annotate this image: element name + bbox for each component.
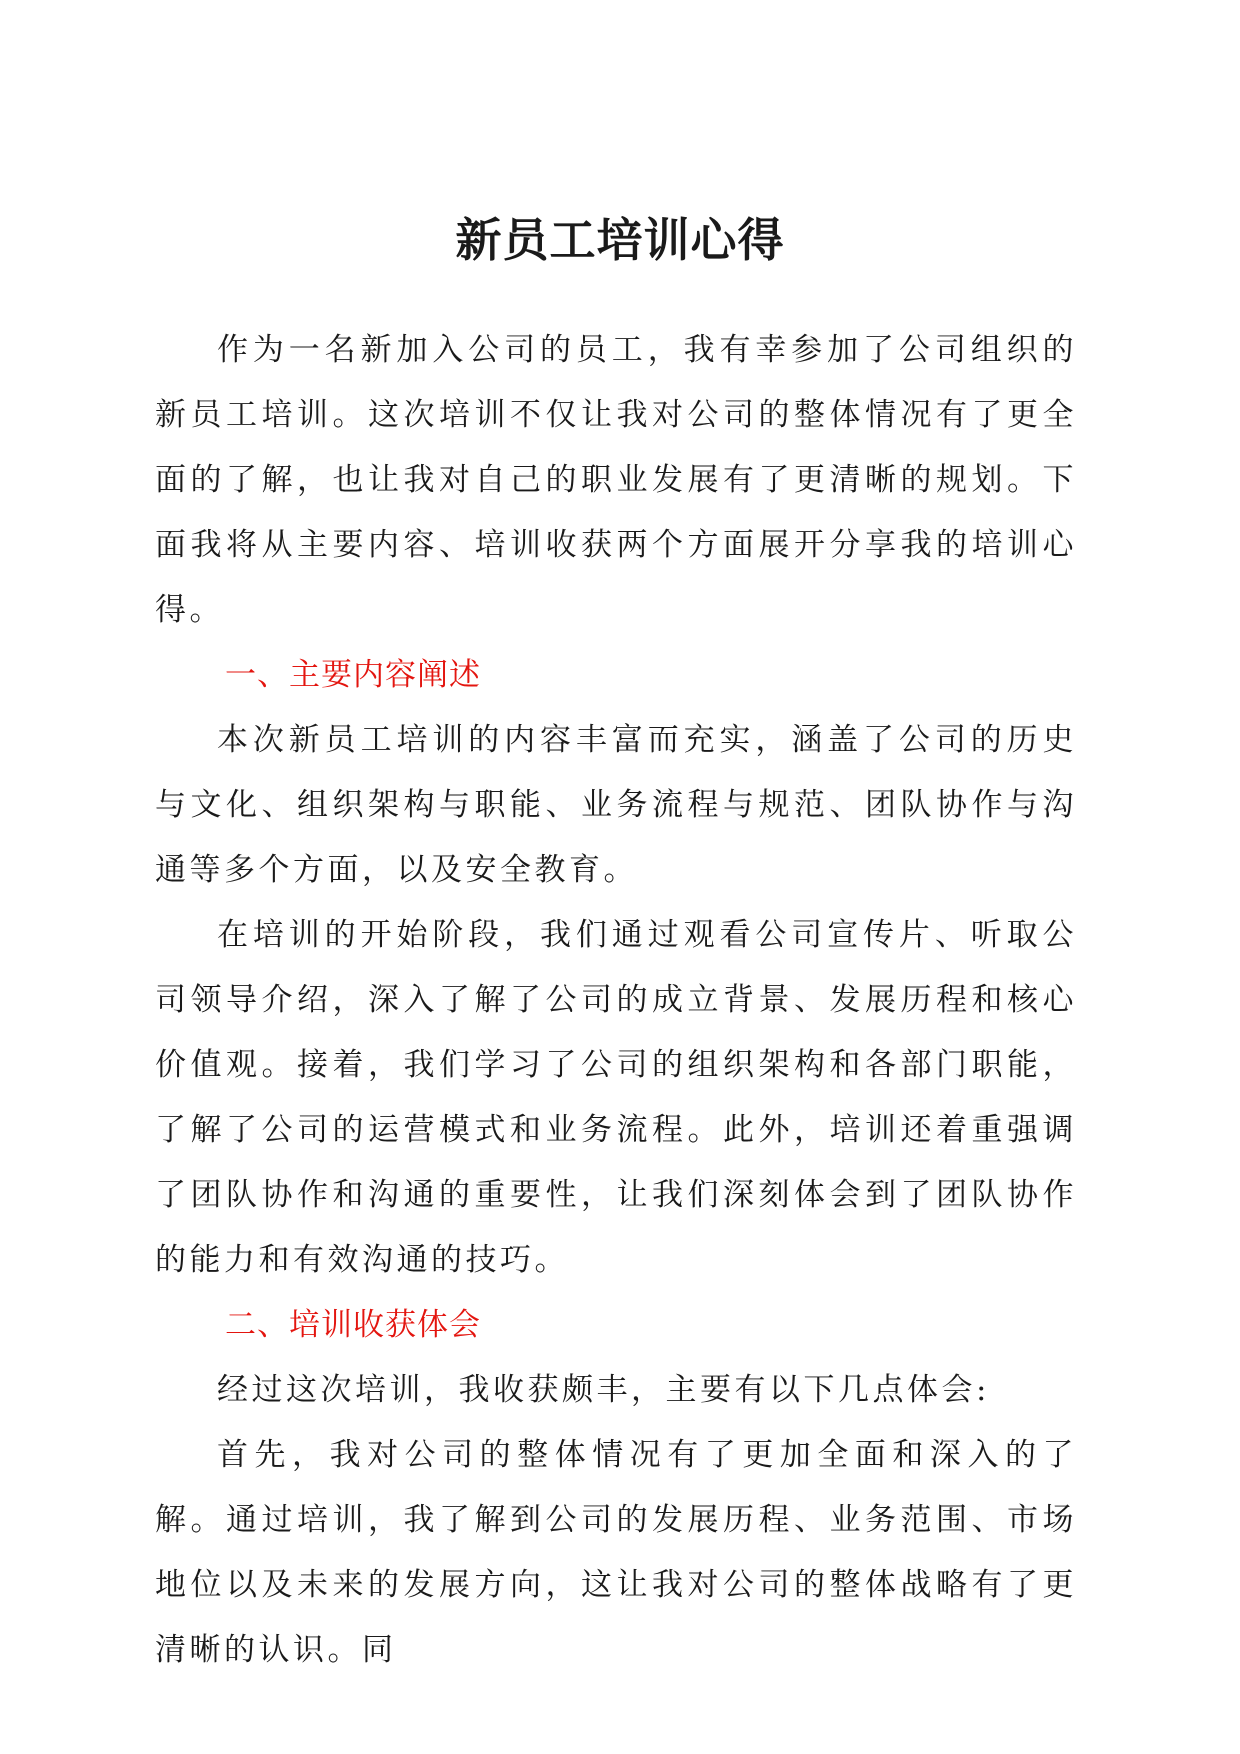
section-heading-main-content: 一、主要内容阐述 <box>225 657 481 693</box>
paragraph: 经过这次培训，我收获颇丰，主要有以下几点体会: <box>217 1372 990 1408</box>
paragraph: 在培训的开始阶段，我们通过观看公司宣传片、听取公司领导介绍，深入了解了公司的成立背景、发展历程和核心价值观。接着，我们学习了公司的组织架构和各部门职能，了解了公司的运营模式和业务流程。此外，培训还着重强调了团队协作和沟通的重要性，让我们深刻体会到了团队协作的能力和有效沟通的技巧。 <box>155 917 1077 1278</box>
section-heading-training-gains: 二、培训收获体会 <box>225 1307 481 1343</box>
document-title: 新员工培训心得 <box>455 213 785 267</box>
intro-paragraph: 作为一名新加入公司的员工，我有幸参加了公司组织的新员工培训。这次培训不仅让我对公司的整体情况有了更全面的了解，也让我对自己的职业发展有了更清晰的规划。下面我将从主要内容、培训收获两个方面展开分享我的培训心得。 <box>155 332 1077 628</box>
document-body <box>155 318 1077 1683</box>
paragraph: 本次新员工培训的内容丰富而充实，涵盖了公司的历史与文化、组织架构与职能、业务流程与规范、团队协作与沟通等多个方面，以及安全教育。 <box>155 722 1077 888</box>
paragraph: 首先，我对公司的整体情况有了更加全面和深入的了解。通过培训，我了解到公司的发展历程、业务范围、市场地位以及未来的发展方向，这让我对公司的整体战略有了更清晰的认识。同 <box>155 1437 1077 1668</box>
